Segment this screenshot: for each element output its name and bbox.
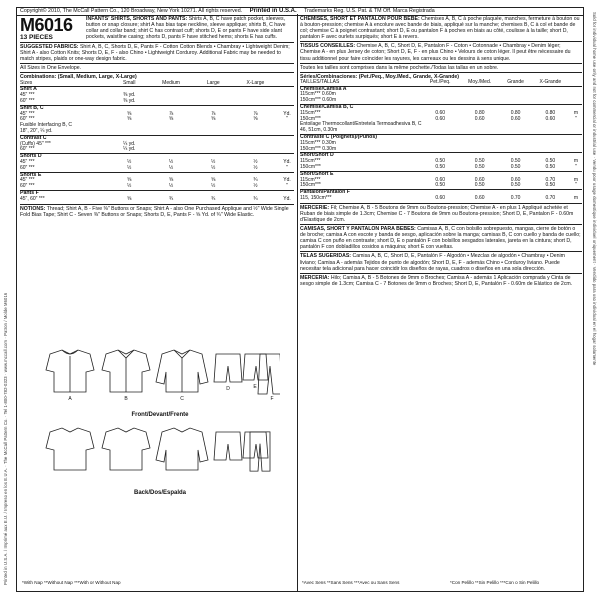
table-cell: 0.60 <box>435 115 446 122</box>
garment-sketches <box>40 348 280 498</box>
table-cell: 0.60 <box>435 109 446 116</box>
all-sizes: All Sizes in One Envelope. <box>20 63 294 71</box>
row-label: 60" *** <box>20 116 35 123</box>
sketch-letter: D <box>226 386 230 392</box>
table-cell: ¼ yd. <box>123 140 136 147</box>
metric-head: TAILLES/TALLAS <box>300 78 340 85</box>
front-label: Front/Devant/Frente <box>131 412 189 418</box>
row-label: 115cm*** <box>300 176 321 183</box>
table-cell: ½ <box>168 183 174 190</box>
table-cell: ⅜ yd. <box>123 97 136 104</box>
table-cell: ⅞ <box>211 110 216 117</box>
table-cell: " <box>286 183 288 190</box>
es-merceria-label: MERCERIA: <box>300 274 330 281</box>
shirt-a-front-sketch <box>46 350 94 392</box>
table-cell: m <box>573 109 579 116</box>
table-cell: ¼ yd. <box>123 146 136 153</box>
metric-head: X-Grande <box>539 78 562 85</box>
row-label: (Cuffs) 45" *** <box>20 140 51 147</box>
row-label: 150cm*** 0.30m <box>300 145 337 152</box>
row-label: Fusible Interfacing B, C <box>20 122 72 129</box>
fabrics-label: SUGGESTED FABRICS: <box>20 44 79 51</box>
table-cell: 0.60 <box>545 115 556 122</box>
column-divider <box>297 14 298 592</box>
table-cell: ⅞ <box>253 110 258 117</box>
shorts-d-front-sketch <box>214 354 242 382</box>
table-cell: ½ <box>127 158 132 165</box>
nap-legend-es: *Con Pelillo **Sin Pelillo ***Con o Sin Pelillo <box>450 580 540 585</box>
notions-text: Thread; Shirt A, B - Five ⅜" Buttons or Snaps; Shirt A - also One Purchased Applique and ½" Wide Single Fold Bias Tape; Shirt C - Seven ⅜" Buttons or Snaps; Shorts D, E, Pants F - ⅝ Yd. of ¾" Wide Elastic. <box>20 205 289 218</box>
table-cell: 0.50 <box>474 158 485 165</box>
table-cell: Yd. <box>283 110 291 117</box>
row-label: 150cm*** <box>300 182 321 189</box>
table-cell: 0.50 <box>435 182 446 189</box>
table-cell: 0.60 <box>510 115 521 122</box>
description-text: Shirts A, B, C have patch pocket, sleeves, button or snap closure; shirt A has bias tape neckline, sleeve applique; shirts B, C have collar and collar band; shirt C has contrast cuff; shorts D, E or pants F have side slant pockets, waistline casing; shorts D, pants F have stitched hems; shorts E has cuffs. <box>86 16 286 41</box>
table-cell: ½ <box>253 158 258 165</box>
fr-series: Séries/Combinaciones: (Pet./Peq., Moy./Med., Grande, X-Grande) <box>300 72 582 80</box>
table-cell: 0.80 <box>545 109 556 116</box>
size-head: Small <box>123 79 136 86</box>
group-label: Shorts E <box>20 172 294 178</box>
table-cell: ⅝ <box>127 116 132 123</box>
top-line <box>20 8 441 14</box>
group-label: Shirt A <box>20 87 294 93</box>
metric-head: Pet./Peq. <box>429 78 451 85</box>
sketch-letter: B <box>124 396 128 402</box>
table-cell: 0.50 <box>435 164 446 170</box>
copyright-text: Copyright© 2010, The McCall Pattern Co., 120 Broadway, New York 10271. All rights reserved. <box>20 8 243 14</box>
pants-f-front-sketch <box>258 354 280 394</box>
group-label: Contrast C <box>20 135 294 141</box>
table-cell: Yd. <box>283 195 291 202</box>
shirt-c-front-sketch <box>156 350 208 392</box>
row-label: 60" *** <box>20 164 35 171</box>
table-cell: 0.70 <box>510 194 521 201</box>
es-title: CAMISAS, SHORT Y PANTALON PARA BEBES: <box>300 226 416 233</box>
row-label: 60" *** <box>20 183 35 190</box>
pieces-count: 13 PIECES <box>20 34 53 41</box>
table-cell: ⅝ <box>127 177 132 184</box>
nap-legend-left: *With Nap **Without Nap ***With or Without Nap <box>22 580 121 585</box>
fr-mercerie-text: Fil; Chemise A, B - 5 Boutons de 9mm ou Boutons-pression; Chemise A - en plus 1 Appliqué achetée et Ruban de biais simple de 1.3cm; Chemise C - 7 Boutons de 9mm ou Boutons-pression; Short D, E, Pantalon F - 0.60m d'Elastique de 2cm. <box>300 204 574 223</box>
es-desc: Camisas A, B, C con bolsillo sobrepuesto, mangas, cierre de botón o de broche; camisa A con escote y banda de sesgo, aplicación sobre la manga; camisas B, C con cuello y banda de cuello; camisa C con puño en contraste; short D, E o pantalón F con bolsillos sesgados laterales, jareta en la cintura; short D, pantalón F con dobladillos cosidos a máquina; short E con vueltas. <box>300 226 581 251</box>
group-label: Short/Short E <box>300 171 582 177</box>
row-label: 150cm*** <box>300 164 321 170</box>
table-cell: ⅝ <box>253 116 258 123</box>
size-head: Sizes <box>20 79 33 86</box>
header-block <box>20 16 294 41</box>
size-head: Medium <box>162 79 180 86</box>
size-head: Large <box>206 79 220 86</box>
sketch-letter: C <box>180 396 184 402</box>
table-cell: ⅝ <box>127 110 132 117</box>
table-cell: 0.50 <box>474 164 485 170</box>
es-description <box>300 224 582 250</box>
table-cell: 0.50 <box>510 164 521 170</box>
group-label: Shirt B, C <box>20 105 294 111</box>
row-label: 46, 51cm, 0.30m <box>300 127 338 134</box>
table-cell: ½ <box>253 183 258 190</box>
row-label: 115cm*** <box>300 109 321 116</box>
row-label: Entoilage Thermocollant/Entretela Termoadhesiva B, C <box>300 121 422 128</box>
table-row <box>20 197 294 203</box>
description <box>86 16 294 41</box>
table-cell: ½ <box>211 164 216 171</box>
fr-mercerie-label: MERCERIE: <box>300 204 330 211</box>
table-cell: ⅝ <box>211 116 216 123</box>
row-label: 45" *** <box>20 110 35 117</box>
sketch-letter: A <box>68 396 72 402</box>
es-fabrics-text: Camisa A, B, C, Short D, E, Pantalón F - Algodón • Mezclas de algodón • Chambray • Denim liviano; Camisa A - además Tejidos de punto de algodón; Short D, E, F - además Chino • Corduroy liviano. Puede necesitar tela adicional para hacer coincidir los diseños de rayas, cuadros o diseños en una sola dirección. <box>300 253 565 272</box>
table-row <box>300 196 582 202</box>
table-cell: ⅝ <box>168 177 174 184</box>
table-cell: 0.50 <box>435 158 446 165</box>
table-cell: ⅝ <box>127 195 132 202</box>
shirt-b-front-sketch <box>102 350 150 392</box>
row-label: 115cm*** <box>300 158 321 165</box>
table-cell: 0.70 <box>545 194 556 201</box>
row-label: 150cm*** <box>300 115 321 122</box>
table-cell: 0.80 <box>474 109 485 116</box>
table-cell: 0.80 <box>510 109 521 116</box>
es-fabrics-label: TELAS SUGERIDAS: <box>300 253 352 260</box>
printed-text: Printed in U.S.A. <box>249 8 297 14</box>
back-row-sketches <box>46 428 270 471</box>
table-cell: ¾ <box>253 195 258 202</box>
table-cell: m <box>573 194 579 201</box>
table-cell: Yd. <box>283 177 291 184</box>
row-label: 45", 60" *** <box>20 195 45 202</box>
row-label: 60" *** <box>20 97 35 104</box>
left-column <box>20 16 294 218</box>
table-cell: ¾ <box>253 177 258 184</box>
group-label: Chemise/Camisa B, C <box>300 105 582 111</box>
table-cell: ¾ <box>168 195 174 202</box>
table-cell: ½ <box>127 183 132 190</box>
table-cell: 0.60 <box>510 176 521 183</box>
yardage-table <box>20 81 294 203</box>
group-label: Pantalon/Pantalón F <box>300 190 582 196</box>
row-label: 115cm*** 0.60m <box>300 91 336 98</box>
fr-fabrics-text: Chemise A, B, C, Short D, E, Pantalon F - Coton • Cotonnade • Chambray • Denim léger; Chemise A - en plus Jersey de coton; Short D, E, F - en plus Chino • Velours de coton léger. Il peut être nécessaire du tissu additionnel pour faire coïncider les rayures, les carreaux ou les dessins à sens unique. <box>300 43 571 62</box>
table-cell: " <box>575 164 577 170</box>
table-cell: 0.60 <box>435 194 446 201</box>
metric-head: Grande <box>507 78 524 85</box>
fabrics-text: Shirt A, B, C, Shorts D, E, Pants F - Cotton Cotton Blends • Chambray • Lightweight Denim; Shirt A - also Cotton Knits; Shorts D, E, F - also Chino • Lightweight Corduroy. Additional Fabric may be needed to match stripes, plaids or one-way design fabric. <box>20 44 290 63</box>
row-label: 45" *** <box>20 92 35 99</box>
fr-fabrics <box>300 41 582 61</box>
trademark-text: Trademarks Reg. U.S. Pat. & TM Off. Marca Registrada <box>304 8 435 14</box>
table-cell: m <box>573 176 579 183</box>
table-cell: ⅜ yd. <box>123 92 136 99</box>
group-label: Chemise/Camisa A <box>300 86 582 92</box>
shorts-e-front-sketch <box>243 354 268 380</box>
metric-head: Moy./Med. <box>468 78 492 85</box>
group-label: Shorts D <box>20 154 294 160</box>
table-cell: 0.50 <box>545 182 556 189</box>
table-cell: ½ <box>211 158 216 165</box>
sketch-letter: F <box>270 396 274 402</box>
side-text-left: Printed in U.S.A. / Imprimé aux E.U. / Impreso en los E.U.A. · The McCall Pattern Co. · Tel 1-800-782-0323 · www.mccall.com · Patron / Molde M6016 <box>3 292 8 585</box>
fr-description <box>300 16 582 40</box>
table-cell: 0.50 <box>545 158 556 165</box>
table-cell: " <box>575 182 577 189</box>
table-cell: 0.50 <box>474 182 485 189</box>
group-label: Short/Short D <box>300 153 582 159</box>
table-cell: " <box>575 115 577 122</box>
es-merceria-text: Hilo; Camisa A, B - 5 Botones de 9mm o Broches; Camisa A - además 1 Aplicación comprada y Cinta de sesgo simple de 1.3cm; Camisa C - 7 Botones de 9mm o Broches; Short D, E, Pantalón F - 0.60m de Elástico de 2cm. <box>300 274 573 287</box>
table-cell: " <box>286 116 288 123</box>
table-cell: 0.60 <box>435 176 446 183</box>
fr-all-sizes: Toutes les tailles sont comprises dans la même pochette./Todas las tallas en un sobre. <box>300 63 582 71</box>
side-text-right: Sold for individual home use only and not for commercial or industrial use · Vendu pour usage domestique individuel uniquement · Vendido para uso individual en el hogar solamente <box>592 12 597 366</box>
row-label: 45" *** <box>20 158 35 165</box>
table-cell: " <box>286 164 288 171</box>
group-label: Pants F <box>20 190 294 196</box>
description-title: INFANTS' SHIRTS, SHORTS AND PANTS: <box>86 16 188 22</box>
table-cell: ⅝ <box>211 177 216 184</box>
group-label: Contraste C (Poignets)/(Puños) <box>300 135 582 141</box>
table-cell: ¾ <box>211 195 216 202</box>
table-cell: Yd. <box>283 158 291 165</box>
fr-desc: Chemises A, B, C à poche plaquée, manches, fermeture à bouton ou à bouton-pression; chemise A à encolure avec bande de biais, appliqué sur la manche; chemises B, C à col et bande de col; chemise C à poignet contrastant; short D, E ou pantalon F à poches en biais au côté, coulisse à la taille; short D, pantalon F avec ourlets surpiqués; short E à revers. <box>300 16 580 41</box>
back-label: Back/Dos/Espalda <box>133 490 187 496</box>
table-cell: ½ <box>168 164 174 171</box>
table-cell: 0.50 <box>545 164 556 170</box>
table-cell: 0.50 <box>510 158 521 165</box>
table-cell: 0.60 <box>474 194 485 201</box>
row-label: 115, 150cm*** <box>300 194 332 201</box>
combinations: Combinations: (Small, Medium, Large, X-Large) <box>20 72 294 80</box>
sketch-letter: E <box>253 384 257 390</box>
table-cell: ⅞ <box>168 110 174 117</box>
table-cell: 0.60 <box>474 115 485 122</box>
table-cell: 0.60 <box>474 176 485 183</box>
row-label: 60" *** <box>20 146 35 153</box>
es-fabrics <box>300 251 582 271</box>
table-cell: ½ <box>127 164 132 171</box>
metric-table <box>300 80 582 202</box>
table-cell: ½ <box>168 158 174 165</box>
fr-title: CHEMISES, SHORT ET PANTALON POUR BEBE: <box>300 16 420 22</box>
table-cell: ⅝ <box>168 116 174 123</box>
table-cell: m <box>573 158 579 165</box>
notions-section <box>20 204 294 218</box>
es-merceria <box>300 273 582 287</box>
table-cell: ½ <box>211 183 216 190</box>
nap-legend-fr: *Avec Sens **Sans Sens ***Avec ou Sans Sens <box>302 580 400 585</box>
notions-label: NOTIONS: <box>20 205 46 212</box>
table-cell: ½ <box>253 164 258 171</box>
size-head: X-Large <box>246 79 265 86</box>
row-label: 45" *** <box>20 177 35 184</box>
row-label: 150cm*** 0.60m <box>300 97 337 104</box>
fr-fabrics-label: TISSUS CONSEILLES: <box>300 43 356 50</box>
row-label: 18", 20", ¼ yd. <box>20 127 53 134</box>
fr-mercerie <box>300 203 582 223</box>
pattern-number: M6016 <box>20 15 73 35</box>
table-cell: 0.70 <box>545 176 556 183</box>
fabrics-section <box>20 42 294 62</box>
row-label: 115cm*** 0.30m <box>300 139 336 146</box>
right-column <box>300 16 582 287</box>
table-cell: 0.50 <box>510 182 521 189</box>
